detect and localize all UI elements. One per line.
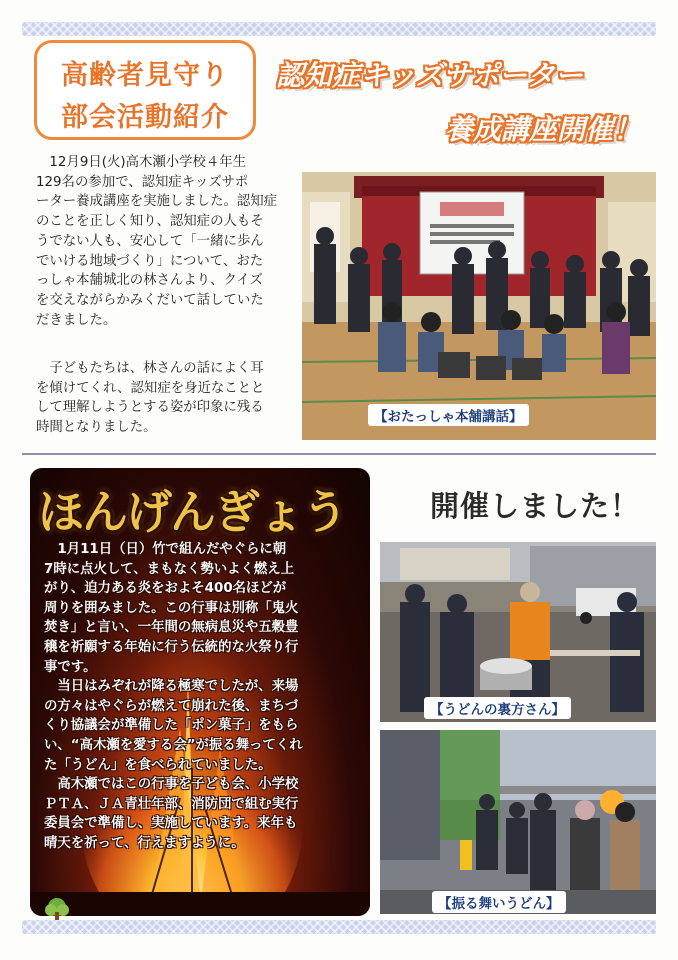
held-subtitle: 開催しました！: [430, 489, 641, 523]
text-line: っしゃ本舗城北の林さんより、クイズ: [36, 273, 263, 289]
udon-served-illustration: [380, 730, 656, 914]
text-line: を傾けてくれ、認知症を身近なことと: [36, 380, 265, 396]
lecture-photo: [302, 172, 656, 440]
bottom-border-band: [22, 920, 656, 934]
udon-backstage-photo: [380, 542, 656, 722]
text-line: い、“高木瀬を愛する会”が振る舞ってくれ: [44, 737, 303, 753]
article-paragraph-1: [36, 153, 298, 330]
text-line: 129名の参加で、認知症キッズサポ: [36, 174, 249, 190]
text-line: くり協議会が準備した「ポン菓子」をもら: [44, 718, 299, 734]
text-line: 1月11日（日）竹で組んだやぐらに朝: [44, 542, 287, 557]
text-line: 子どもたちは、林さんの話によく耳: [36, 361, 264, 376]
top-border-band: [22, 22, 656, 36]
hongengyo-article: [44, 540, 358, 854]
text-line: の方々はやぐらが燃えて崩れた後、まちづ: [44, 698, 299, 714]
udon-backstage-caption: 【うどんの裏方さん】: [424, 697, 571, 719]
udon-served-caption: 【振る舞いうどん】: [432, 891, 566, 913]
text-line: のことを正しく知り、認知症の人もそ: [36, 214, 264, 230]
text-line: 晴天を祈って、行えますように。: [44, 835, 245, 851]
text-line: ーター養成講座を実施しました。認知症: [36, 194, 278, 210]
section-label-box: [34, 40, 256, 140]
text-line: がり、迫力ある炎をおよそ400名ほどが: [44, 581, 287, 597]
headline-course-held: 養成講座開催！: [445, 113, 642, 146]
text-line: でいける地域づくり」について、おた: [36, 253, 264, 269]
text-line: を交えながらかみくだいて話していた: [36, 292, 264, 308]
text-line: だきました。: [36, 312, 117, 328]
udon-backstage-illustration: [380, 542, 656, 722]
text-line: 焚き」と言い、一年間の無病息災や五穀豊: [44, 620, 299, 636]
text-line: 時間となりました。: [36, 420, 157, 436]
section-divider: [22, 453, 656, 455]
text-line: 穣を祈願する年始に行う伝統的な火祭り行: [44, 639, 299, 655]
text-line: 事です。: [44, 659, 97, 675]
section-label-line2: 部会活動紹介: [61, 102, 229, 133]
lecture-photo-caption: 【おたっしゃ本舗講話】: [368, 404, 529, 426]
text-line: 周りを囲みました。この行事は別称「鬼火: [44, 600, 299, 616]
text-line: して理解しようとする姿が印象に残る: [36, 400, 264, 416]
text-line: ＰＴＡ、ＪＡ青壮年部、消防団で組む実行: [44, 796, 299, 812]
article-paragraph-2: [36, 359, 298, 438]
text-line: 12月9日(火)高木瀬小学校４年生: [36, 155, 247, 170]
headline-kids-supporter: 認知症キッズサポーター: [276, 59, 583, 92]
text-line: た「うどん」を食べられていました。: [44, 757, 272, 773]
text-line: うでない人も、安心して「一緒に歩ん: [36, 233, 264, 249]
section-label-line1: 高齢者見守り: [61, 60, 229, 91]
gym-lecture-illustration: [302, 172, 656, 440]
text-line: 高木瀬ではこの行事を子ども会、小学校: [44, 777, 299, 793]
text-line: 7時に点火して、まもなく勢いよく燃え上: [44, 561, 295, 577]
text-line: 委員会で準備し、実施しています。来年も: [44, 816, 298, 832]
hongengyo-title: ほんげんぎょう: [38, 485, 346, 539]
text-line: 当日はみぞれが降る極寒でしたが、来場: [44, 679, 299, 695]
udon-served-photo: [380, 730, 656, 914]
